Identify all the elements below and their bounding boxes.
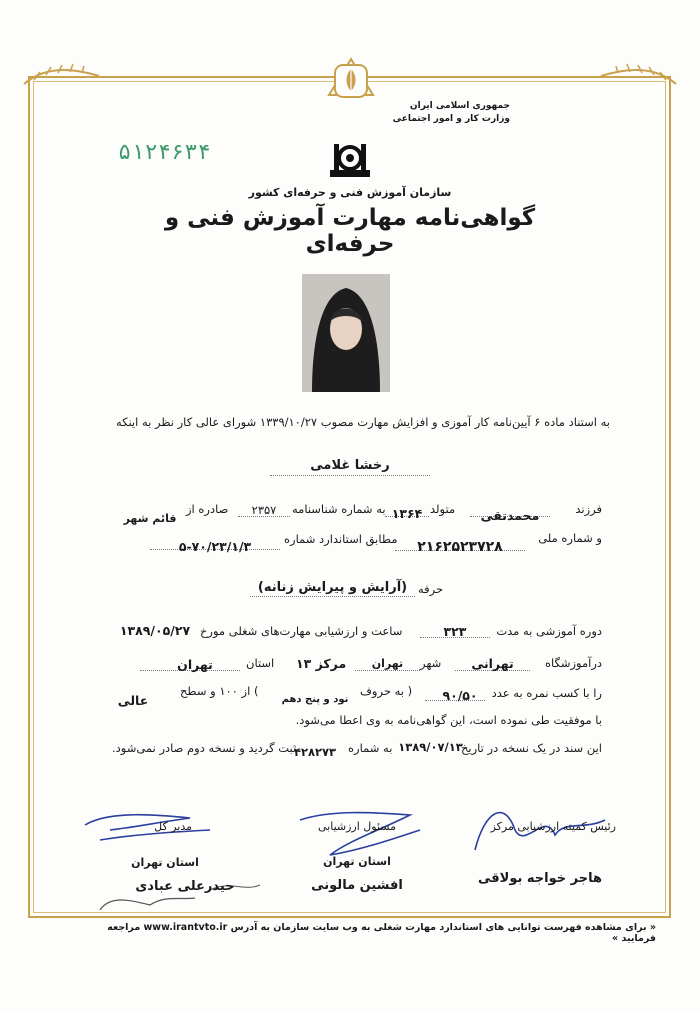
issue-prefix: این سند در یک نسخه در تاریخ bbox=[461, 741, 602, 755]
holder-photo bbox=[302, 274, 390, 392]
ministry-name: وزارت کار و امور اجتماعی bbox=[392, 114, 510, 124]
left-ornament-icon bbox=[14, 62, 104, 92]
trade-label: حرفه bbox=[418, 582, 444, 596]
school-label: درآموزشگاه bbox=[544, 656, 602, 670]
serial-number: ۵۱۲۴۶۳۴ bbox=[118, 140, 211, 165]
issue-suffix: ثبت گردید و نسخه دوم صادر نمی‌شود. bbox=[112, 741, 297, 755]
evaluator-role: مسئول ارزشیابی bbox=[318, 820, 396, 833]
evaluator-name: افشین مالونی bbox=[311, 878, 403, 893]
school-name: تهرانی bbox=[471, 656, 514, 671]
evaluation-date: ۱۳۸۹/۰۵/۲۷ bbox=[119, 623, 191, 638]
iran-emblem-icon bbox=[325, 55, 377, 101]
father-name: محمدتقی bbox=[480, 508, 540, 523]
province-name: تهران bbox=[177, 657, 213, 672]
score-level: عالی bbox=[117, 693, 149, 708]
standard-label: مطابق استاندارد شماره bbox=[284, 532, 398, 546]
issued-place: قائم شهر bbox=[123, 512, 177, 525]
evaluator-province: استان تهران bbox=[323, 855, 391, 868]
issue-number-label: به شماره bbox=[348, 741, 393, 755]
national-id: ۲۱۶۲۵۲۳۷۲۸ bbox=[417, 539, 503, 555]
organization-name: سازمان آموزش فنی و حرفه‌ای کشور bbox=[248, 186, 452, 199]
national-label: و شماره ملی bbox=[538, 531, 602, 545]
tvto-logo-icon bbox=[326, 136, 374, 182]
score-numeric: ۹۰/۵۰ bbox=[442, 688, 478, 703]
success-text: با موفقیت طی نموده است، این گواهی‌نامه به وی اعطا می‌شود. bbox=[295, 713, 602, 727]
province-label: استان bbox=[246, 656, 275, 670]
birth-year: ۱۳۶۴ bbox=[391, 506, 423, 521]
trade-line bbox=[250, 596, 415, 597]
director-province: استان تهران bbox=[131, 856, 199, 869]
father-label: فرزند bbox=[575, 502, 602, 516]
issue-date: ۱۳۸۹/۰۷/۱۳ bbox=[398, 740, 463, 754]
id-label: به شماره شناسنامه bbox=[292, 502, 386, 516]
right-ornament-icon bbox=[596, 62, 686, 92]
score-words-label: ( به حروف bbox=[360, 684, 413, 698]
hours-text: ساعت و ارزشیابی مهارت‌های شغلی مورخ bbox=[200, 624, 403, 638]
name-line bbox=[270, 475, 430, 476]
issue-number: ۴۲۸۲۷۳ bbox=[293, 745, 337, 759]
id-number: ۲۳۵۷ bbox=[251, 503, 277, 517]
republic-name: جمهوری اسلامی ایران bbox=[409, 101, 510, 111]
director-role: مدیر کل bbox=[154, 820, 192, 833]
portrait-icon bbox=[302, 274, 390, 392]
trade-value: (آرایش و پیرایش زنانه) bbox=[257, 580, 408, 595]
score-words: نود و پنج دهم bbox=[281, 694, 349, 705]
standard-number: ۵-۷۰/۲۳/۱/۳ bbox=[178, 539, 252, 554]
score-out-of: ) از ۱۰۰ و سطح bbox=[180, 684, 259, 698]
center-label: مرکز ۱۳ bbox=[296, 656, 347, 671]
issued-label: صادره از bbox=[186, 502, 229, 516]
footer-note: « برای مشاهده فهرست توانایی های استاندارد مهارت شغلی به وب سایت سازمان به آدرس www.irantvto.ir مراجعه فرمایید » bbox=[107, 922, 656, 944]
duration-label: دوره آموزشی به مدت bbox=[496, 624, 602, 638]
city-label: شهر bbox=[420, 656, 442, 670]
intro-paragraph: به استناد ماده ۶ آیین‌نامه کار آموزی و افزایش مهارت مصوب ۱۳۳۹/۱۰/۲۷ شورای عالی کار نظر به اینکه bbox=[115, 415, 610, 429]
ministry-heading bbox=[380, 100, 510, 126]
committee-name: هاجر خواجه بولاقی bbox=[477, 871, 602, 886]
birth-label: متولد bbox=[430, 502, 456, 516]
committee-role: رئیس کمیته ارزشیابی مرکز bbox=[490, 820, 616, 833]
holder-name: رخشا غلامی bbox=[310, 458, 390, 473]
certificate-title: گواهی‌نامه مهارت آموزش فنی و حرفه‌ای bbox=[164, 205, 536, 257]
city-name: تهران bbox=[371, 657, 404, 670]
course-hours: ۳۲۳ bbox=[443, 624, 467, 639]
score-label: را با کسب نمره به عدد bbox=[491, 686, 602, 700]
city-line bbox=[355, 670, 420, 671]
director-name: حیدرعلی عبادی bbox=[135, 879, 235, 894]
